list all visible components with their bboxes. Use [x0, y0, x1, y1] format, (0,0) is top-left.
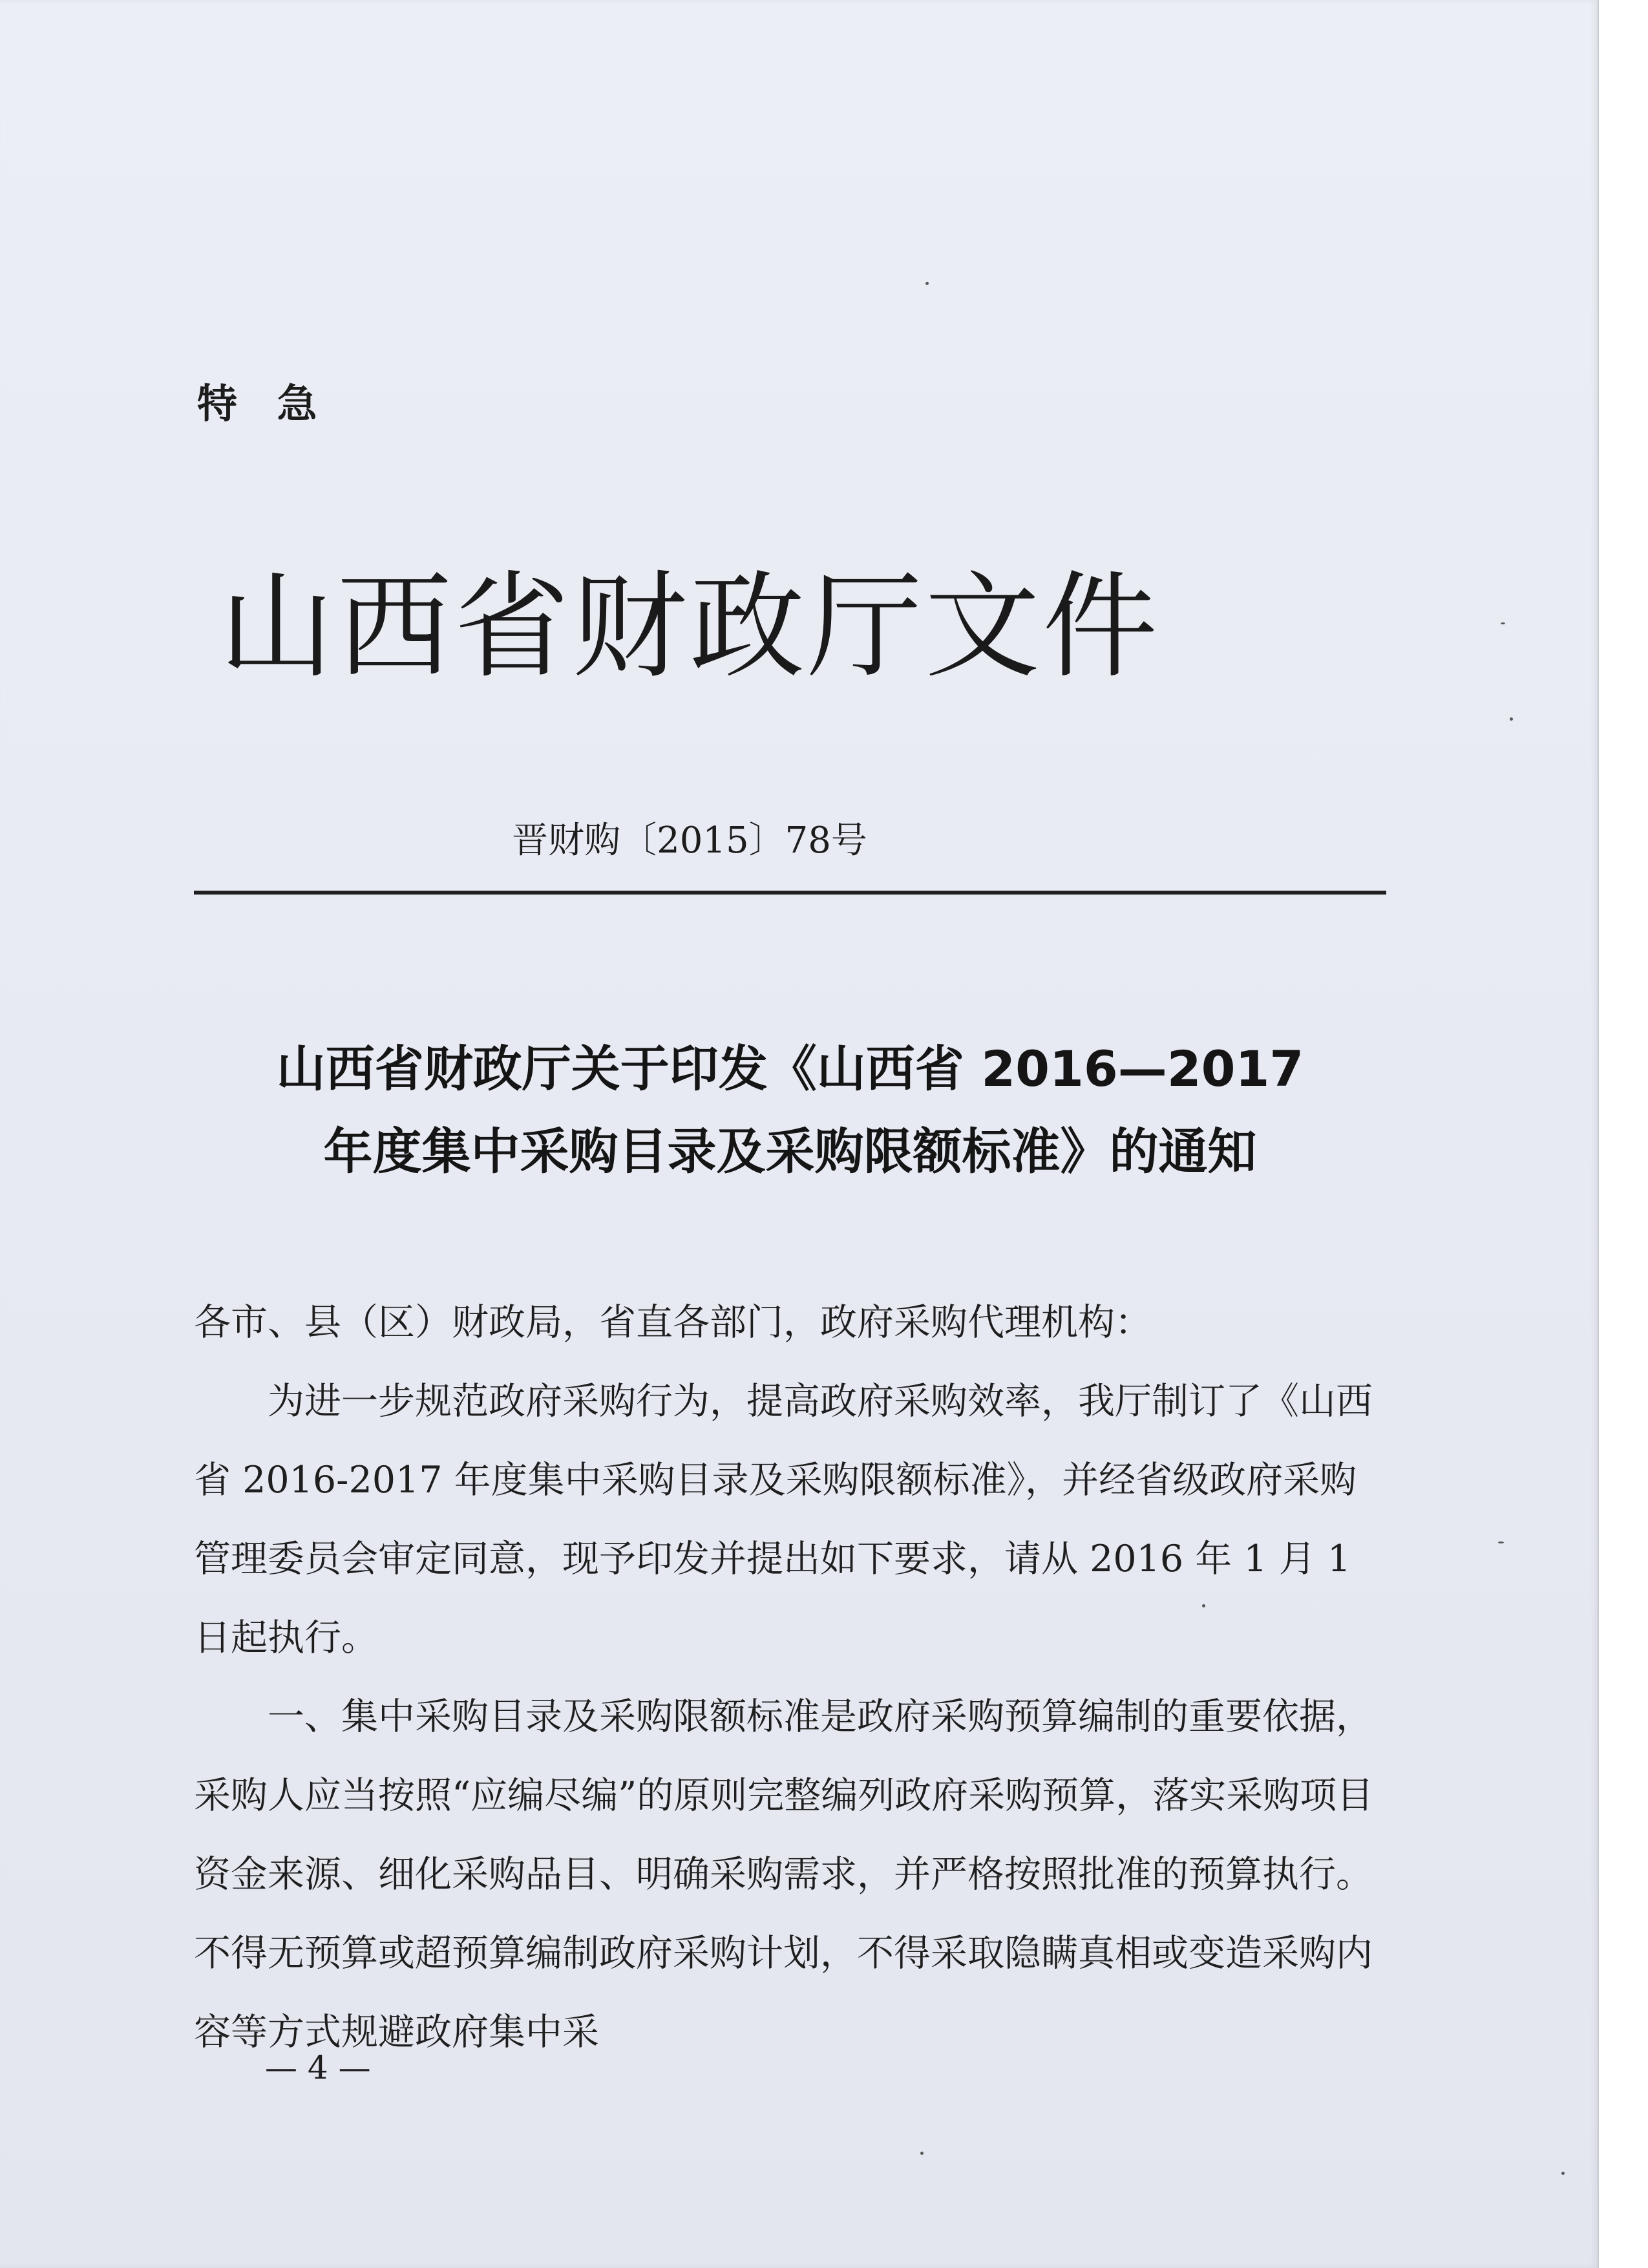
header-divider — [194, 891, 1386, 895]
scan-speck — [1498, 1542, 1504, 1543]
body-paragraph-2: 一、集中采购目录及采购限额标准是政府采购预算编制的重要依据，采购人应当按照“应编尽编”的原则完整编列政府采购预算，落实采购项目资金来源、细化采购品目、明确采购需求，并严格按照批准的预算执行。不得无预算或超预算编制政府采购计划，不得采取隐瞒真相或变造采购内容等方式规避政府集中采 — [194, 1695, 1374, 2053]
page-number: — 4 — — [265, 2049, 371, 2086]
salutation: 各市、县（区）财政局，省直各部门，政府采购代理机构： — [194, 1301, 1152, 1344]
issuing-authority-header: 山西省财政厅文件 — [219, 560, 1160, 694]
notice-title-line-1: 山西省财政厅关于印发《山西省 2016—2017 — [276, 1040, 1304, 1097]
notice-body — [194, 1283, 1386, 2072]
scan-speck — [925, 282, 929, 285]
notice-title-line-2: 年度集中采购目录及采购限额标准》的通知 — [323, 1123, 1257, 1180]
scan-speck — [1501, 622, 1505, 624]
notice-title — [194, 1028, 1386, 1193]
scan-speck — [1202, 1604, 1205, 1607]
urgency-label: 特 急 — [197, 380, 330, 427]
document-number: 晋财购〔2015〕78号 — [512, 820, 867, 862]
body-paragraph-1: 为进一步规范政府采购行为，提高政府采购效率，我厅制订了《山西省 2016-2017 年度集中采购目录及采购限额标准》，并经省级政府采购管理委员会审定同意，现予印发并提出如下要求，请从 2016 年 1 月 1 日起执行。 — [194, 1380, 1373, 1659]
scan-speck — [1561, 2172, 1565, 2175]
scan-speck — [920, 2152, 924, 2155]
scan-margin — [1599, 0, 1648, 2268]
scan-speck — [1510, 717, 1513, 721]
